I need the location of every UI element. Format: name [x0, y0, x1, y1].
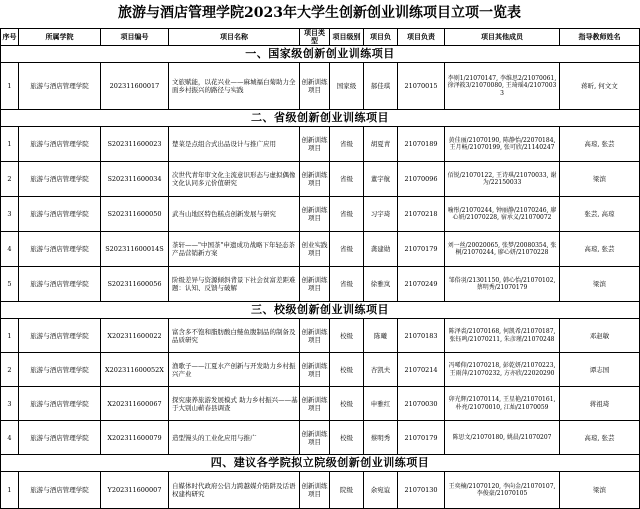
project-type: 创业实践项目	[300, 232, 330, 267]
college-cell: 旅游与酒店管理学院	[19, 319, 101, 353]
leader-id: 21070015	[398, 63, 445, 110]
project-code: S202311600014S	[101, 232, 169, 267]
project-name: 渔歌子——江夏水产创新与开发助力乡村振兴产业	[169, 353, 300, 387]
header-cell: 项目编号	[101, 29, 169, 46]
project-leader: 胡夏青	[364, 127, 398, 162]
project-members: 佰锐/21070122, 王诗琪/21070033, 谢为/22150033	[445, 162, 560, 197]
advisor-name: 高琼, 张芸	[560, 421, 640, 455]
row-number: 3	[1, 387, 19, 421]
college-cell: 旅游与酒店管理学院	[19, 267, 101, 302]
project-leader: 习宇琦	[364, 197, 398, 232]
document-title: 旅游与酒店管理学院2023年大学生创新创业训练项目立项一览表	[118, 5, 521, 21]
project-members: 李则1/21070147, 李维思2/21070061, 徐泽筱3/21070080, 王琦瑶4/21070033	[445, 63, 560, 110]
header-cell: 序号	[1, 29, 19, 46]
header-cell: 指导教师姓名	[560, 29, 640, 46]
project-leader: 龚建勋	[364, 232, 398, 267]
project-code: Y202311600007	[101, 472, 169, 509]
table-row	[1, 63, 640, 110]
advisor-name: 梁滨	[560, 472, 640, 509]
project-code: S202311600056	[101, 267, 169, 302]
leader-id: 21070179	[398, 232, 445, 267]
row-number: 1	[1, 319, 19, 353]
section-title: 三、校级创新创业训练项目	[1, 302, 640, 319]
leader-id: 21070096	[398, 162, 445, 197]
section-title: 一、国家级创新创业训练项目	[1, 46, 640, 63]
table-row	[1, 353, 640, 387]
advisor-name: 蒋昕, 何文文	[560, 63, 640, 110]
project-level: 校级	[330, 319, 364, 353]
header-cell: 项目负责	[398, 29, 445, 46]
project-code: X202311600067	[101, 387, 169, 421]
project-members: 王奕楠/21070120, 李向金/21070107, 李俊豪/21070105	[445, 472, 560, 509]
section-header-row	[1, 302, 640, 319]
college-cell: 旅游与酒店管理学院	[19, 232, 101, 267]
project-level: 国家级	[330, 63, 364, 110]
project-members: 邹俗羽/21301150, 韩心怡/21070102, 蔡明秀/21070179	[445, 267, 560, 302]
advisor-name: 张芸, 高琼	[560, 197, 640, 232]
project-name: 阶级差异与资源倾斜背景下社会贫富差距难题：认知、反馈与破解	[169, 267, 300, 302]
leader-id: 21070183	[398, 319, 445, 353]
project-code: S202311600034	[101, 162, 169, 197]
college-cell: 旅游与酒店管理学院	[19, 63, 101, 110]
table-row	[1, 197, 640, 232]
project-members: 陈泽裘/21070168, 何凯希/21070187, 张钰鸣/21070211, 朱彦瑾/21070248	[445, 319, 560, 353]
project-name: 富含多不饱和脂肪酸白鲢鱼腹制品的制备及品质研究	[169, 319, 300, 353]
college-cell: 旅游与酒店管理学院	[19, 421, 101, 455]
project-level: 省级	[330, 267, 364, 302]
project-type: 创新训练项目	[300, 127, 330, 162]
advisor-name: 蒋祖琦	[560, 387, 640, 421]
table-row	[1, 319, 640, 353]
project-leader: 申雅红	[364, 387, 398, 421]
project-members: 陈思文/21070180, 姚晨/21070207	[445, 421, 560, 455]
project-type: 创新训练项目	[300, 353, 330, 387]
project-members: 喻彤/21070244, 钟丽静/21070246, 廖心妍/21070228, 宿承义/21070072	[445, 197, 560, 232]
header-row	[1, 29, 640, 46]
table-row	[1, 162, 640, 197]
section-header-row	[1, 46, 640, 63]
section-title: 四、建议各学院拟立院级创新创业训练项目	[1, 455, 640, 472]
project-leader: 余宛谊	[364, 472, 398, 509]
college-cell: 旅游与酒店管理学院	[19, 353, 101, 387]
advisor-name: 梁滨	[560, 267, 640, 302]
leader-id: 21070218	[398, 197, 445, 232]
leader-id: 21070189	[398, 127, 445, 162]
project-code: S202311600023	[101, 127, 169, 162]
project-type: 创新训练项目	[300, 63, 330, 110]
advisor-name: 邓赵敏	[560, 319, 640, 353]
project-type: 创新训练项目	[300, 267, 330, 302]
project-name: 探究康养旅游发展模式 助力乡村振兴——基于大别山蕲春县调查	[169, 387, 300, 421]
project-type: 创新训练项目	[300, 387, 330, 421]
section-header-row	[1, 455, 640, 472]
project-name: 次世代青年审文化主流意识形态与虚拟偶像文化认同多元价值研究	[169, 162, 300, 197]
project-level: 省级	[330, 197, 364, 232]
project-table	[0, 28, 640, 509]
header-cell: 项目负	[364, 29, 398, 46]
college-cell: 旅游与酒店管理学院	[19, 387, 101, 421]
project-code: 202311600017	[101, 63, 169, 110]
project-leader: 陈曦	[364, 319, 398, 353]
project-code: X202311600052X	[101, 353, 169, 387]
project-name: 文旅赋能，以花兴业——麻城福白菊助力全面乡村振兴的路径与实践	[169, 63, 300, 110]
row-number: 5	[1, 267, 19, 302]
advisor-name: 高琼, 张芸	[560, 232, 640, 267]
row-number: 1	[1, 127, 19, 162]
college-cell: 旅游与酒店管理学院	[19, 472, 101, 509]
project-level: 省级	[330, 127, 364, 162]
project-name: 自媒体时代政府公信力跨越媒介陷阱及话语权建构研究	[169, 472, 300, 509]
row-number: 4	[1, 421, 19, 455]
project-level: 校级	[330, 387, 364, 421]
header-cell: 项目名称	[169, 29, 300, 46]
header-cell: 项目类型	[300, 29, 330, 46]
header-cell: 项目其他成员	[445, 29, 560, 46]
project-code: X202311600079	[101, 421, 169, 455]
leader-id: 21070130	[398, 472, 445, 509]
project-leader: 杏凯夫	[364, 353, 398, 387]
table-row	[1, 472, 640, 509]
project-members: 卯光辉/21070114, 王星艳/21070161, 朴亮/21070010, 江灿/21070059	[445, 387, 560, 421]
row-number: 1	[1, 472, 19, 509]
leader-id: 21070214	[398, 353, 445, 387]
header-cell: 所属学院	[19, 29, 101, 46]
project-code: X202311600022	[101, 319, 169, 353]
project-name: 茶轩——"中国茶"申遗成功战略下年轻态茶产品营销新方案	[169, 232, 300, 267]
section-title: 二、省级创新创业训练项目	[1, 110, 640, 127]
row-number: 3	[1, 197, 19, 232]
advisor-name: 梁滨	[560, 162, 640, 197]
section-header-row	[1, 110, 640, 127]
project-members: 冯唏仰/21070218, 彭乾妍/21070223, 王雨萍/21070232, 方亦欣/22020290	[445, 353, 560, 387]
leader-id: 21070030	[398, 387, 445, 421]
table-row	[1, 387, 640, 421]
project-level: 校级	[330, 353, 364, 387]
row-number: 2	[1, 162, 19, 197]
project-type: 创新训练项目	[300, 319, 330, 353]
table-row	[1, 267, 640, 302]
table-row	[1, 232, 640, 267]
project-leader: 郝佳琪	[364, 63, 398, 110]
row-number: 4	[1, 232, 19, 267]
project-code: S202311600050	[101, 197, 169, 232]
project-leader: 蔡明秀	[364, 421, 398, 455]
college-cell: 旅游与酒店管理学院	[19, 197, 101, 232]
advisor-name: 谭志国	[560, 353, 640, 387]
table-row	[1, 127, 640, 162]
project-type: 创新训练项目	[300, 421, 330, 455]
project-level: 省级	[330, 232, 364, 267]
table-row	[1, 421, 640, 455]
leader-id: 21070249	[398, 267, 445, 302]
project-level: 校级	[330, 421, 364, 455]
project-name: 楚菜是点组合式出品设计与推广应用	[169, 127, 300, 162]
college-cell: 旅游与酒店管理学院	[19, 127, 101, 162]
leader-id: 21070179	[398, 421, 445, 455]
row-number: 2	[1, 353, 19, 387]
project-leader: 徐雅岚	[364, 267, 398, 302]
project-type: 创新训练项目	[300, 472, 330, 509]
header-cell: 项目级别	[330, 29, 364, 46]
project-type: 创新训练项目	[300, 197, 330, 232]
project-level: 院级	[330, 472, 364, 509]
advisor-name: 高琼, 张芸	[560, 127, 640, 162]
project-leader: 董宇航	[364, 162, 398, 197]
project-members: 刘一丝/20020065, 张梦/20080354, 张桐/21070244, 廖心妍/21070228	[445, 232, 560, 267]
project-level: 省级	[330, 162, 364, 197]
project-name: 造型馒头的工业化应用与推广	[169, 421, 300, 455]
project-members: 黄佳丽/21070190, 陈静怡/22070184, 王月畅/21070199, 张可欣/21140247	[445, 127, 560, 162]
project-type: 创新训练项目	[300, 162, 330, 197]
project-name: 武当山地区特色糕点创新发展与研究	[169, 197, 300, 232]
row-number: 1	[1, 63, 19, 110]
college-cell: 旅游与酒店管理学院	[19, 162, 101, 197]
